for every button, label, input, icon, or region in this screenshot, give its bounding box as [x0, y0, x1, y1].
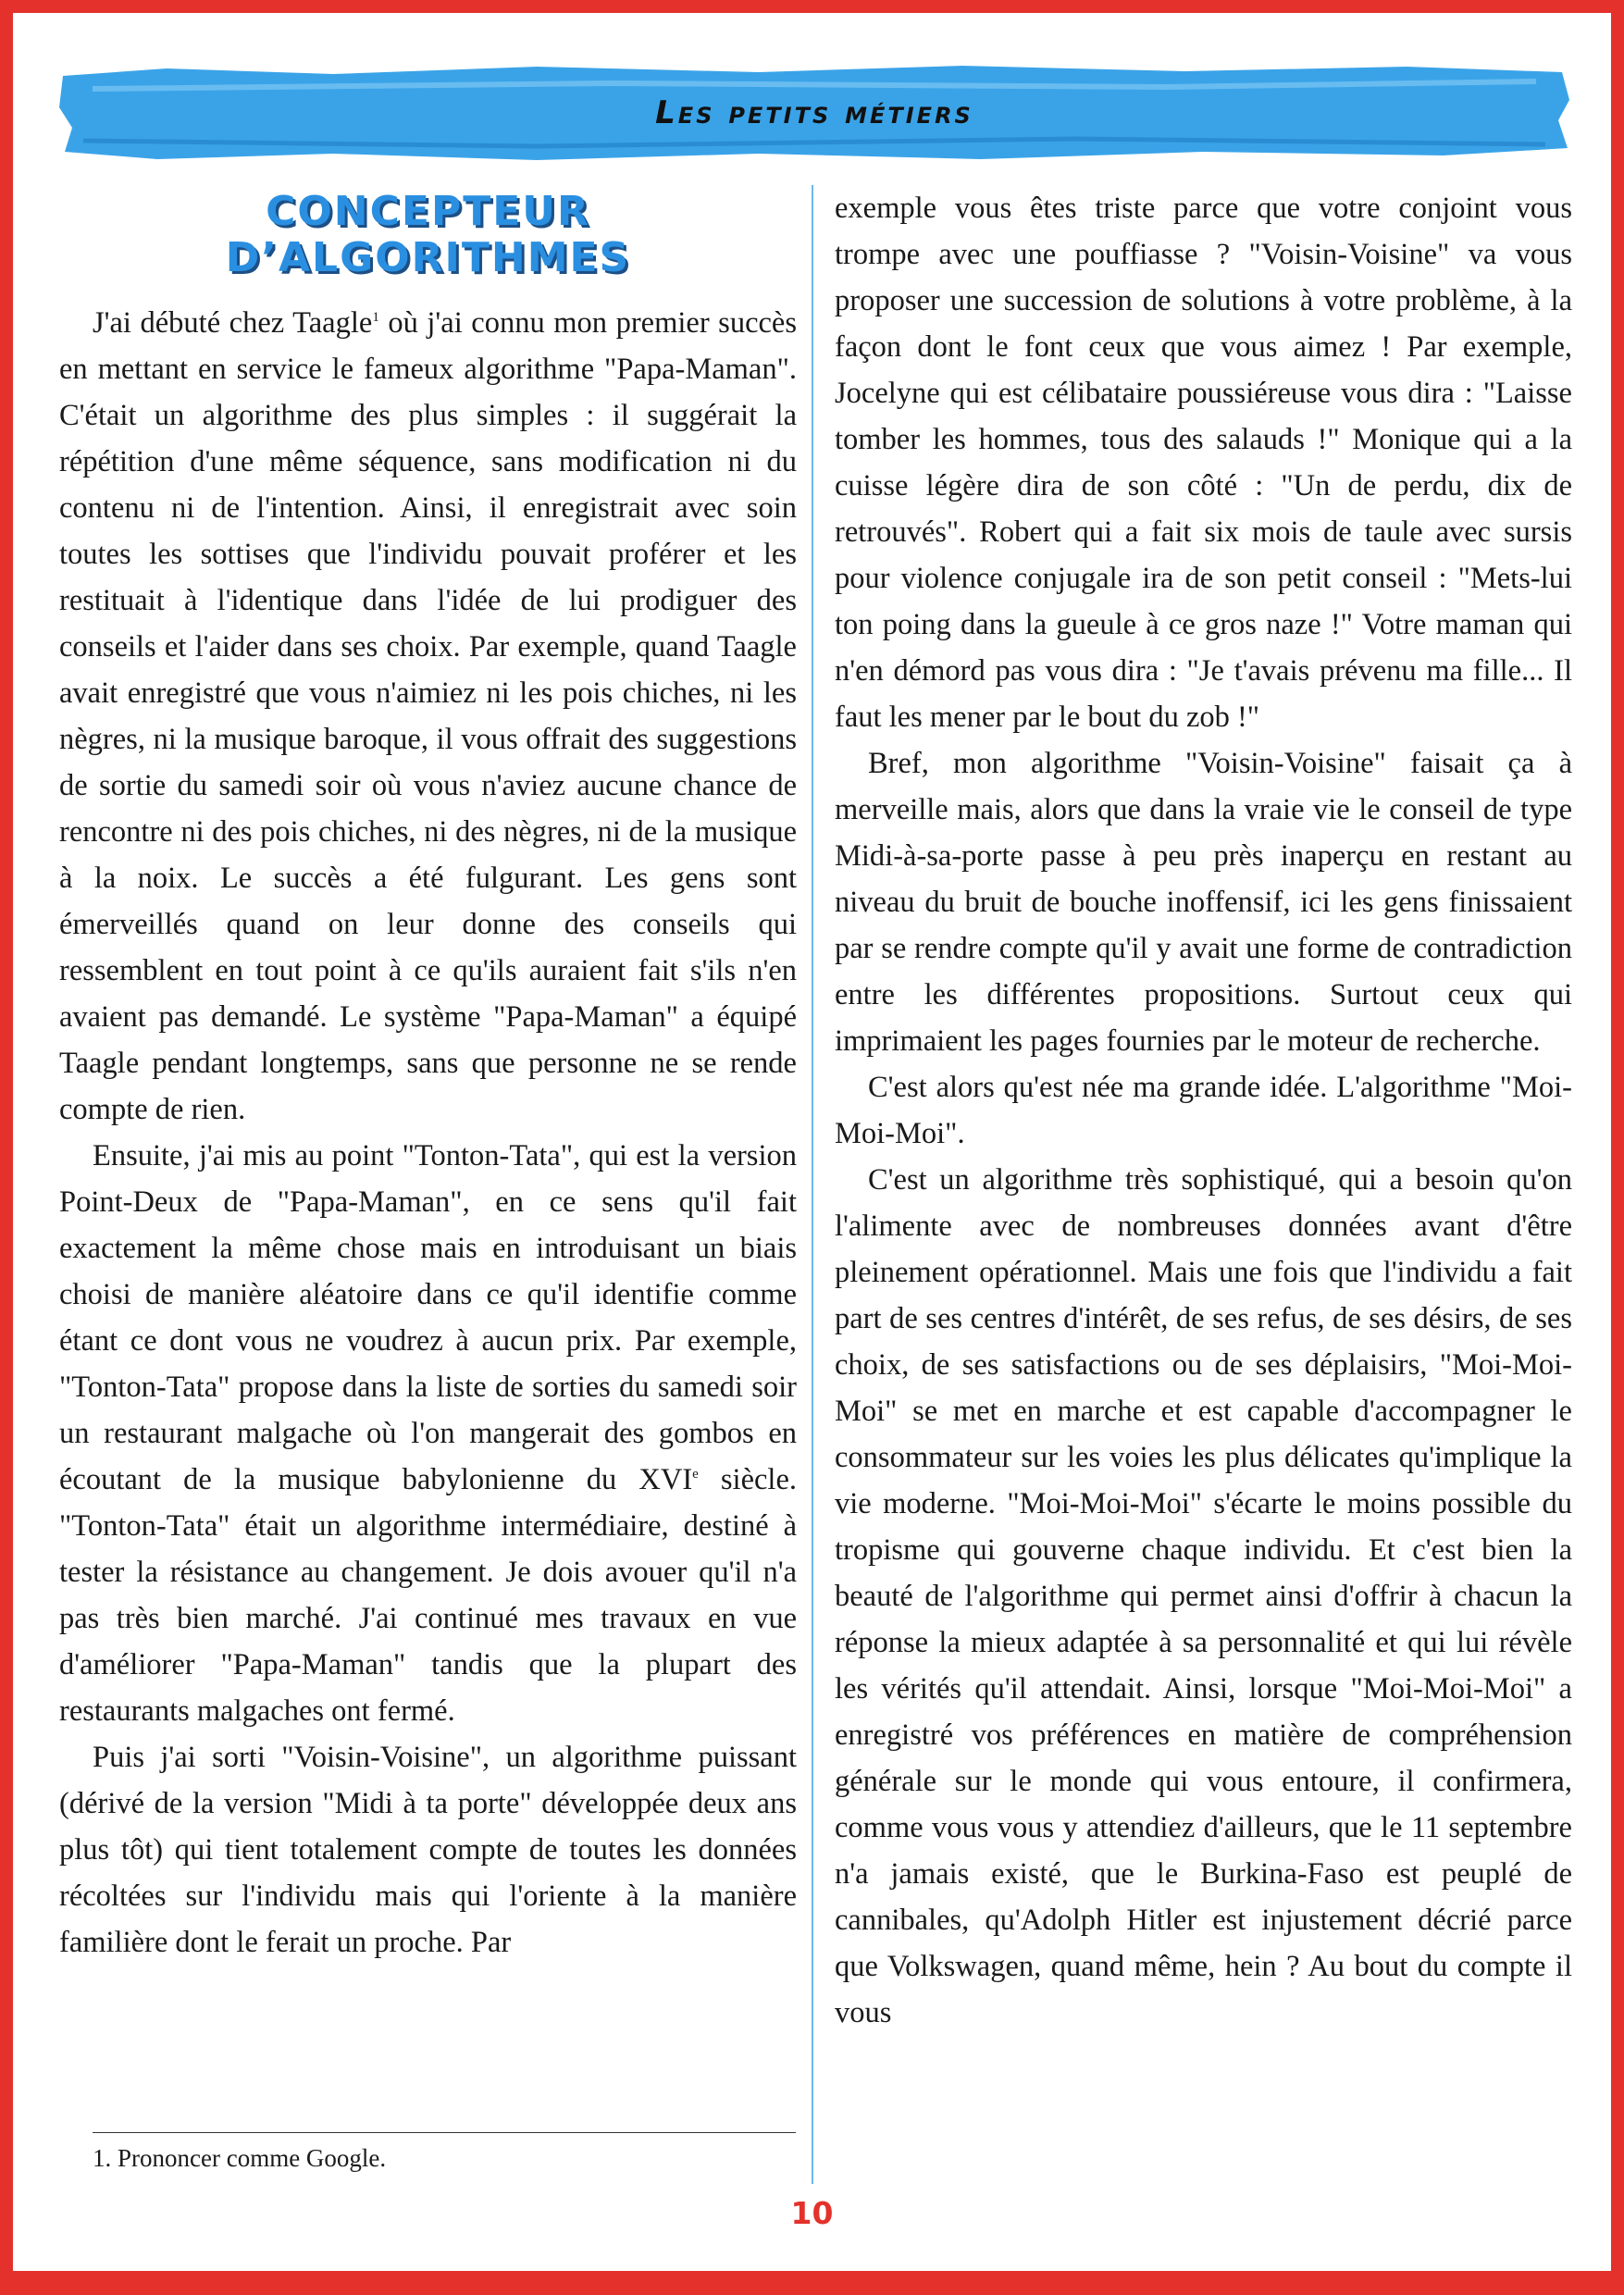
- section-title: Les petits métiers: [655, 94, 973, 131]
- paragraph: exemple vous êtes triste parce que votre conjoint vous trompe avec une pouffiasse ? "Voisin-Voisine" va vous proposer une succession de solutions à votre problème, à la façon dont le font ceux que vous aimez ! Par exemple, Jocelyne qui est célibataire poussiéreuse vous dira : "Laisse tomber les hommes, tous des salauds !" Monique qui a la cuisse légère dira de son côté : "Un de perdu, dix de retrouvés". Robert qui a fait six mois de taule avec sursis pour violence conjugale ira de son petit conseil : "Mets-lui ton poing dans la gueule à ce gros naze !" Votre maman qui n'en démord pas vous dira : "Je t'avais prévenu ma fille... Il faut les mener par le bout du zob !": [835, 192, 1572, 734]
- page-frame-right: [1611, 0, 1624, 2295]
- right-column: [835, 185, 1572, 2036]
- footnote-marker: 1: [372, 310, 379, 326]
- page-number: 10: [790, 2195, 834, 2231]
- paragraph: [59, 1133, 797, 1734]
- paragraph: [59, 300, 797, 1133]
- paragraph-text: J'ai débuté chez Taagle: [93, 306, 373, 340]
- paragraph: C'est alors qu'est née ma grande idée. L'algorithme "Moi-Moi-Moi".: [835, 1071, 1572, 1150]
- footnote-divider: [93, 2132, 796, 2133]
- paragraph-text: Ensuite, j'ai mis au point "Tonton-Tata", qui est la version Point-Deux de "Papa-Maman", en ce sens qu'il fait exactement la même chose mais en introduisant un biais choisi de manière aléatoire dans ce qu'il identifie comme étant ce dont vous ne voudrez à aucun prix. Par exemple, "Tonton-Tata" propose dans la liste de sorties du samedi soir un restaurant malgache où l'on mangerait des gombos en écoutant de la musique babylonienne du XVI: [59, 1139, 797, 1496]
- left-column: [59, 185, 797, 1966]
- superscript: e: [692, 1467, 699, 1482]
- paragraph: C'est un algorithme très sophistiqué, qui a besoin qu'on l'alimente avec de nombreuses données avant d'être pleinement opérationnel. Mais une fois que l'individu a fait part de ses centres d'intérêt, de ses refus, de ses désirs, de ses choix, de ses satisfactions ou de ses déplaisirs, "Moi-Moi-Moi" se met en marche et est capable d'accompagner le consommateur sur les voies les plus délicates qu'implique la vie moderne. "Moi-Moi-Moi" s'écarte le moins possible du tropisme qui gouverne chaque individu. Et c'est bien la beauté de l'algorithme qui permet ainsi d'offrir à chacun la réponse la mieux adaptée à sa personnalité et qui lui révèle les vérités qu'il attendait. Ainsi, lorsque "Moi-Moi-Moi" a enregistré vos préférences en matière de compréhension générale sur le monde qui vous entoure, il confirmera, comme vous vous y attendiez d'ailleurs, que le 11 septembre n'a jamais existé, que le Burkina-Faso est peuplé de cannibales, qu'Adolph Hitler est injustement décrié parce que Volkswagen, quand même, hein ? Au bout du compte il vous: [835, 1163, 1572, 2029]
- column-separator: [812, 185, 813, 2184]
- page-frame-bottom: [0, 2271, 1624, 2295]
- paragraph: Bref, mon algorithme "Voisin-Voisine" faisait ça à merveille mais, alors que dans la vraie vie le conseil de type Midi-à-sa-porte passe à peu près inaperçu en restant au niveau du bruit de bouche inoffensif, ici les gens finissaient par se rendre compte qu'il y avait une forme de contradiction entre les différentes propositions. Surtout ceux qui imprimaient les pages fournies par le moteur de recherche.: [835, 747, 1572, 1058]
- paragraph: Puis j'ai sorti "Voisin-Voisine", un algorithme puissant (dérivé de la version "Midi à ta porte" développée deux ans plus tôt) qui tient totalement compte de toutes les données récoltées sur l'individu mais qui l'oriente à la manière familière dont le ferait un proche. Par: [59, 1741, 797, 1959]
- article-title-line-2: D’ALGORITHMES: [225, 234, 631, 281]
- paragraph-text: siècle. "Tonton-Tata" était un algorithme intermédiaire, destiné à tester la résistance au changement. Je dois avouer qu'il n'a pas très bien marché. J'ai continué mes travaux en vue d'améliorer "Papa-Maman" tandis que la plupart des restaurants malgaches ont fermé.: [59, 1463, 797, 1728]
- page-frame-left: [0, 0, 13, 2295]
- footnote: 1. Prononcer comme Google.: [93, 2144, 387, 2172]
- paragraph-text: où j'ai connu mon premier succès en mettant en service le fameux algorithme "Papa-Maman". C'était un algorithme des plus simples : il suggérait la répétition d'une même séquence, sans modification ni du contenu ni de l'intention. Ainsi, il enregistrait avec soin toutes les sottises que l'individu pouvait proférer et les restituait à l'identique dans l'idée de lui prodiguer des conseils et l'aider dans ses choix. Par exemple, quand Taagle avait enregistré que vous n'aimiez ni les pois chiches, ni les nègres, ni la musique baroque, il vous offrait des suggestions de sortie du samedi soir où vous n'aviez aucune chance de rencontre ni des pois chiches, ni des nègres, ni de la musique à la noix. Le succès a été fulgurant. Les gens sont émerveillés quand on leur donne des conseils qui ressemblent en tout point à ce qu'ils auraient fait s'ils n'en avaient pas demandé. Le système "Papa-Maman" a équipé Taagle pendant longtemps, sans que personne ne se rende compte de rien.: [59, 306, 798, 1126]
- article-title-line-1: CONCEPTEUR: [266, 188, 590, 235]
- section-banner: [56, 63, 1573, 163]
- article-title: [59, 189, 797, 281]
- page-frame-top: [0, 0, 1624, 13]
